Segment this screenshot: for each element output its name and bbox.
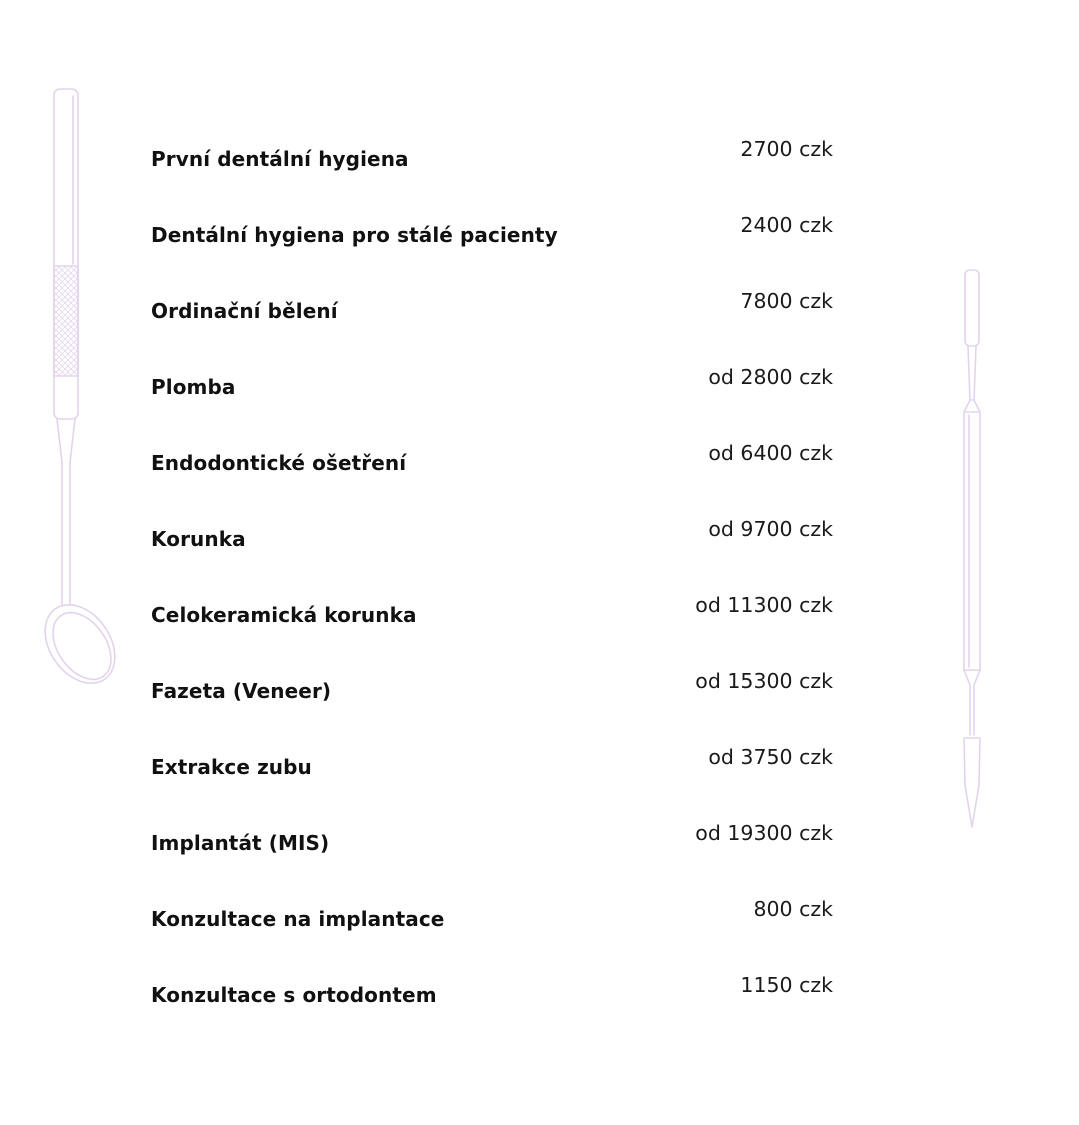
price-row	[151, 134, 833, 210]
price-row	[151, 210, 833, 286]
service-name: Plomba	[151, 375, 236, 399]
service-name: První dentální hygiena	[151, 147, 409, 171]
service-name: Konzultace na implantace	[151, 907, 445, 931]
price-row	[151, 362, 833, 438]
service-price: od 19300 czk	[695, 821, 833, 845]
service-price: od 11300 czk	[695, 593, 833, 617]
service-price: 7800 czk	[740, 289, 833, 313]
service-price: 2400 czk	[740, 213, 833, 237]
dental-mirror-icon	[38, 84, 128, 694]
price-row	[151, 970, 833, 1046]
service-name: Ordinační bělení	[151, 299, 338, 323]
price-row	[151, 590, 833, 666]
price-row	[151, 818, 833, 894]
service-name: Dentální hygiena pro stálé pacienty	[151, 223, 558, 247]
price-row	[151, 438, 833, 514]
service-price: 800 czk	[753, 897, 833, 921]
service-price: 1150 czk	[740, 973, 833, 997]
service-name: Konzultace s ortodontem	[151, 983, 437, 1007]
price-row	[151, 894, 833, 970]
price-row	[151, 742, 833, 818]
service-name: Fazeta (Veneer)	[151, 679, 332, 703]
service-price: od 9700 czk	[708, 517, 833, 541]
service-name: Implantát (MIS)	[151, 831, 330, 855]
service-name: Extrakce zubu	[151, 755, 312, 779]
price-row	[151, 666, 833, 742]
service-name: Endodontické ošetření	[151, 451, 407, 475]
price-row	[151, 514, 833, 590]
service-price: od 3750 czk	[708, 745, 833, 769]
service-price: od 15300 czk	[695, 669, 833, 693]
dental-instrument-icon	[952, 265, 992, 835]
service-price: od 6400 czk	[708, 441, 833, 465]
price-row	[151, 286, 833, 362]
service-name: Korunka	[151, 527, 246, 551]
price-list	[151, 134, 833, 1046]
service-price: 2700 czk	[740, 137, 833, 161]
service-name: Celokeramická korunka	[151, 603, 417, 627]
service-price: od 2800 czk	[708, 365, 833, 389]
